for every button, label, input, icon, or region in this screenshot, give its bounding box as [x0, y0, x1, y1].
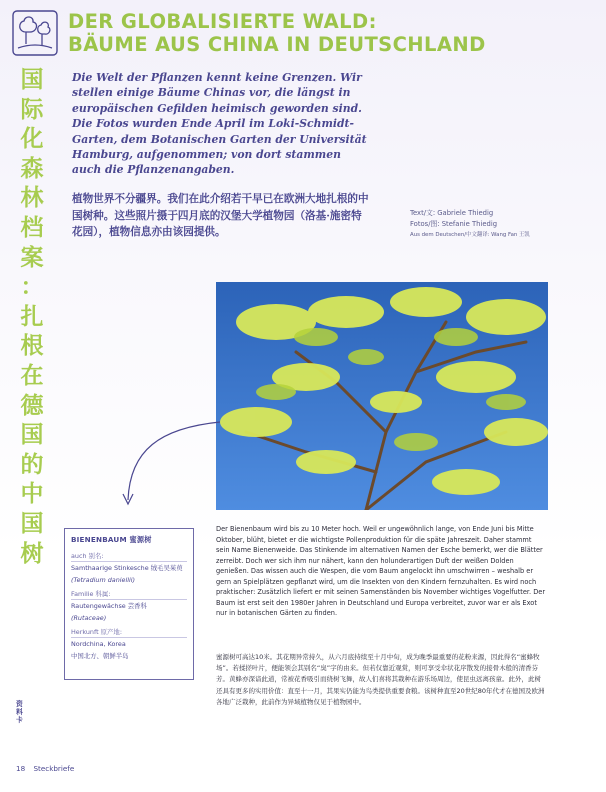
- intro-german: Die Welt der Pflanzen kennt keine Grenzen. Wir stellen einige Bäume Chinas vor, die längst in europäischen Gefilden heimisch geworden sind. Die Fotos wurden Ende April im Loki-Schmidt-Garten, dem Botanischen Garten der Universität Hamburg, aufgenommen; von dort stammen auch die Pflanzenangaben.: [72, 71, 367, 177]
- vertical-title-char: 森: [20, 155, 44, 182]
- vertical-title-char: 德: [20, 392, 44, 419]
- card-title: BIENENBAUM 蜜源树: [71, 535, 152, 544]
- card-row: [71, 589, 187, 623]
- vertical-title-char: 树: [20, 540, 44, 567]
- tree-logo-icon: [12, 10, 58, 56]
- card-label: Herkunft 原产地:: [71, 627, 187, 638]
- title-line-1: DER GLOBALISIERTE WALD:: [68, 10, 377, 33]
- card-latin: (Rutaceae): [71, 613, 107, 622]
- card-value: Samthaarige Stinkesche 绒毛吴茱萸: [71, 564, 183, 572]
- body-chinese: 蜜源树可高达10米。其花期异常持久，从六月底持续至十月中旬，成为晚季最重要的花粉来源，因此得名“蜜蜂牧场”。若揉搓叶片，便能领会其别名“臭”字的由来。但若仅靠近观赏，则可享受伞状花序散发的接骨木般的清香芬芳。黄蜂亦深谙此道，常被花香吸引而绕树飞舞，故人们喜将其栽种在游乐场周边，使昆虫远离孩童。此外，此树还具有更多的实用价值：直至十一月，其果实仍能为鸟类提供重要食粮。该树种直至20世纪80年代才在德国及欧洲各地广泛栽种，此前作为异域植物仅见于植物园中。: [216, 653, 545, 706]
- body-german: Der Bienenbaum wird bis zu 10 Meter hoch. Weil er ungewöhnlich lange, von Ende Juni bis Mitte Oktober, blüht, bietet er die wichtigste Pollenproduktion für die späte Jahreszeit. Daher stammt sein Name Bienenweide. Das Stinkende im alternativen Namen der Esche bemerkt, wer die Blätter zerreibt. Doch wer sich ihm nur nähert, kann den holunderartigen Duft der weißen Dolden genießen. Das wissen auch die Wespen, die vom Baum angelockt ihn umschwirren – weshalb er gern an Spielplätzen gepflanzt wird, um die Insekten von den Kindern fernzuhalten. Es wird noch praktischer: Zusätzlich liefert er mit seinen Samenständen bis November wichtiges Vogelfutter. Der Baum ist erst seit den 1980er Jahren in Deutschland und Europa verbreitet, zuvor war er als Exot nur in botanischen Gärten zu finden.: [216, 525, 546, 617]
- credits: [410, 208, 600, 241]
- card-value: Nordchina, Korea: [71, 640, 126, 649]
- vertical-title-char: 在: [20, 362, 44, 389]
- vertical-title-char: 案: [20, 244, 44, 271]
- credit-text: Text/文: Gabriele Thiedig: [410, 209, 494, 217]
- card-label: Familie 科属:: [71, 589, 187, 600]
- side-tag-char: 卡: [16, 716, 23, 724]
- vertical-title-char: 扎: [20, 303, 44, 330]
- credit-fotos: Fotos/图: Stefanie Thiedig: [410, 220, 498, 228]
- card-label: auch 别名:: [71, 551, 187, 562]
- vertical-title-char: 的: [20, 451, 44, 478]
- card-value: Rautengewächse 芸香科: [71, 602, 147, 611]
- vertical-title-char: ：: [20, 274, 44, 301]
- footer: [16, 764, 216, 773]
- tree-photo: [216, 282, 548, 510]
- intro-chinese: 植物世界不分疆界。我们在此介绍若干早已在欧洲大地扎根的中国树种。这些照片摄于四月底的汉堡大学植物园（洛基·施密特花园），植物信息亦由该园提供。: [72, 193, 369, 238]
- card-latin: (Tetradium daniellii): [71, 575, 136, 584]
- page-title: [68, 10, 598, 56]
- species-card: [64, 528, 194, 680]
- vertical-title-char: 根: [20, 333, 44, 360]
- title-line-2: BÄUME AUS CHINA IN DEUTSCHLAND: [68, 33, 486, 56]
- vertical-title-char: 档: [20, 214, 44, 241]
- side-tag-char: 资: [16, 700, 23, 708]
- side-tag: [16, 700, 30, 724]
- vertical-title-char: 际: [20, 96, 44, 123]
- vertical-chinese-title: [14, 66, 50, 569]
- vertical-title-char: 国: [20, 67, 44, 93]
- vertical-title-char: 国: [20, 510, 44, 537]
- vertical-title-char: 化: [20, 126, 44, 153]
- section-name: Steckbriefe: [33, 764, 75, 773]
- side-tag-char: 料: [16, 708, 23, 716]
- card-value-zh: 中国北方、朝鲜半岛: [71, 651, 129, 660]
- vertical-title-char: 林: [20, 185, 44, 212]
- page-number: 18: [16, 764, 26, 773]
- vertical-title-char: 中: [20, 481, 44, 508]
- card-row: [71, 627, 187, 661]
- credit-translation: Aus dem Deutschen/中文翻译: Wang Fan 王凯: [410, 232, 530, 238]
- pointer-arrow: [120, 420, 230, 520]
- vertical-title-char: 国: [20, 422, 44, 449]
- card-row: [71, 551, 187, 585]
